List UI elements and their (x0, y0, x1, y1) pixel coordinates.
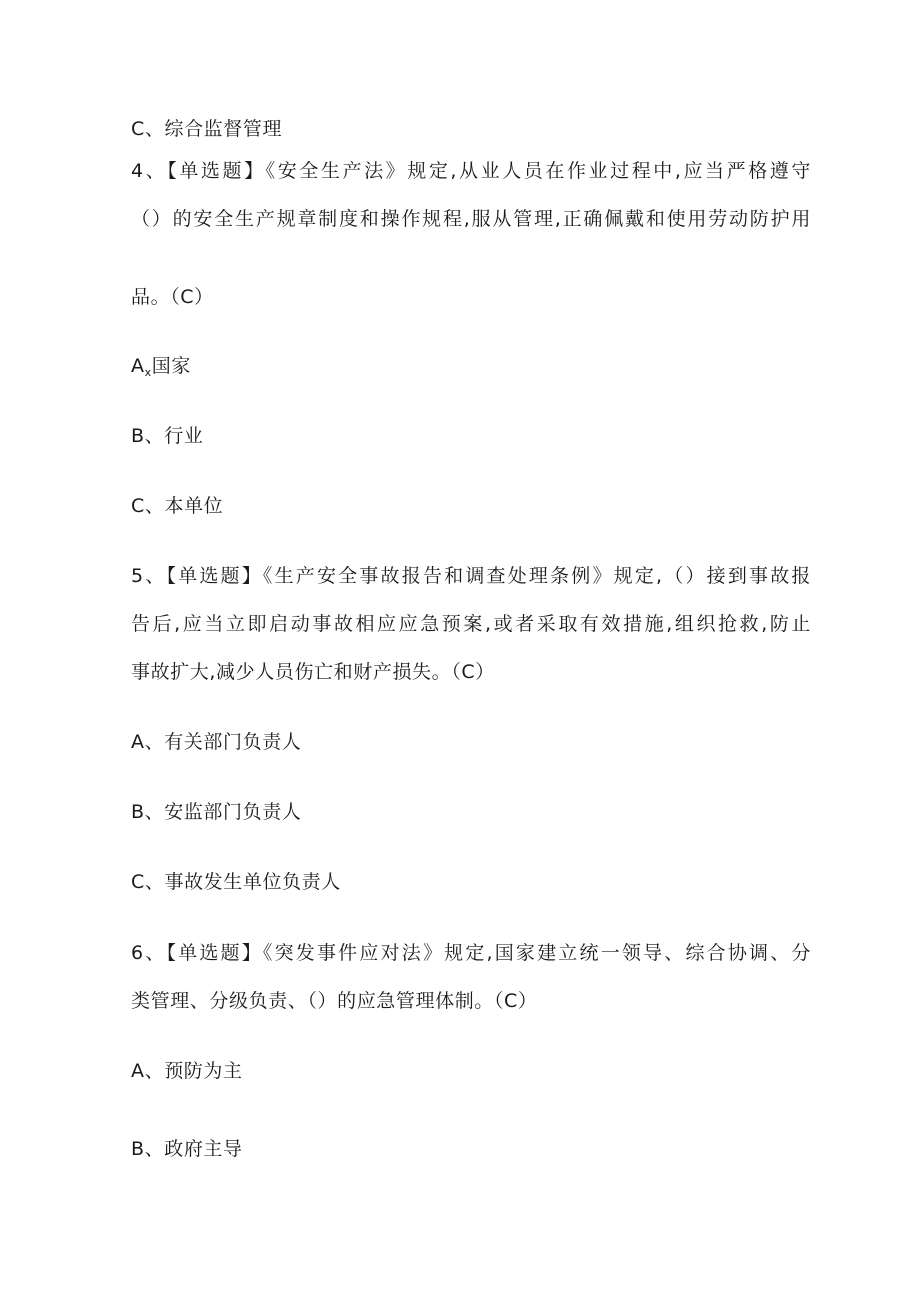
option-text: 国家 (151, 355, 191, 377)
option-letter: A (131, 355, 145, 377)
option-subscript-mark: x (144, 366, 152, 379)
question-6-line-2: 类管理、分级负责、（）的应急管理体制。（C） (131, 990, 538, 1012)
question-5-line-3: 事故扩大,减少人员伤亡和财产损失。（C） (131, 661, 495, 683)
option-a-q4 (131, 353, 811, 386)
question-5-line-2: 告后,应当立即启动事故相应应急预案,或者采取有效措施,组织抢救,防止 (131, 613, 811, 635)
question-5-line-1: 5、【单选题】《生产安全事故报告和调查处理条例》规定,（）接到事故报 (131, 565, 811, 587)
question-4-line-1: 4、【单选题】《安全生产法》规定,从业人员在作业过程中,应当严格遵守 (131, 160, 811, 182)
option-a-q6: A、预防为主 (131, 1060, 243, 1082)
option-b-q4: B、行业 (131, 425, 204, 447)
question-6-line-1: 6、【单选题】《突发事件应对法》规定,国家建立统一领导、综合协调、分 (131, 942, 811, 964)
option-a-q5: A、有关部门负责人 (131, 731, 302, 753)
option-c-q5: C、事故发生单位负责人 (131, 871, 341, 893)
option-b-q5: B、安监部门负责人 (131, 801, 302, 823)
option-c-q4: C、本单位 (131, 495, 224, 517)
option-b-q6: B、政府主导 (131, 1138, 243, 1160)
question-4-line-2: （）的安全生产规章制度和操作规程,服从管理,正确佩戴和使用劳动防护用 (131, 208, 811, 230)
option-c-q3: C、综合监督管理 (131, 118, 283, 140)
question-4-line-3: 品。（C） (131, 286, 214, 308)
